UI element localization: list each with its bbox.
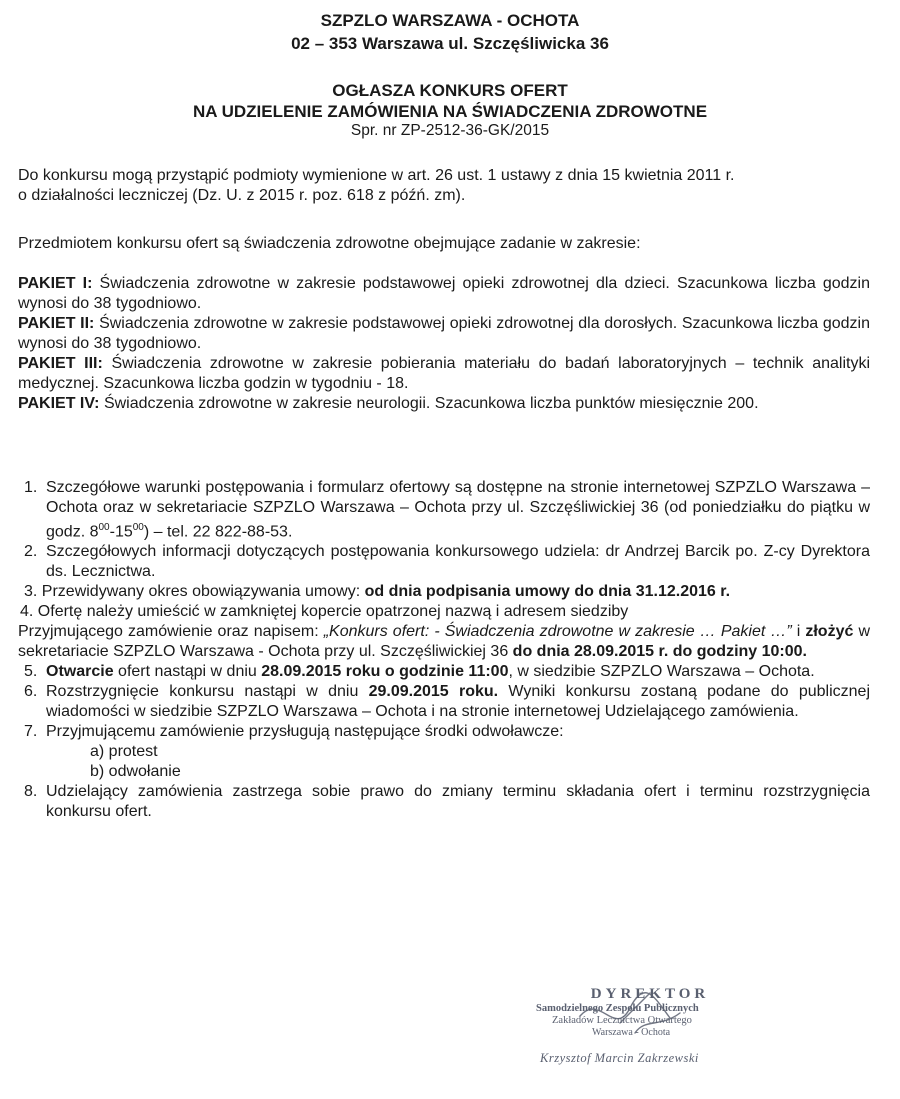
list-item-1-number: 1. (24, 479, 38, 496)
conditions-list (18, 478, 870, 822)
org-address: 02 – 353 Warszawa ul. Szczęśliwicka 36 (291, 34, 609, 53)
list-item-6-number: 6. (24, 683, 38, 701)
opening-date: 28.09.2015 roku o godzinie 11:00 (261, 663, 509, 681)
packages-section (18, 274, 870, 414)
intro-line2: o działalności leczniczej (Dz. U. z 2015 r. poz. 618 z późń. zm). (18, 187, 466, 204)
time-dash: -15 (109, 523, 133, 541)
list-item-3-text: Przewidywany okres obowiązywania umowy: (41, 583, 365, 601)
stamp-title: DYREKTOR (590, 986, 710, 1002)
appeal-option-a: a) protest (90, 743, 158, 761)
submission-deadline: do dnia 28.09.2015 r. do godziny 10:00. (512, 643, 807, 661)
list-item-2-text: Szczegółowych informacji dotyczących postępowania konkursowego udziela: dr Andrzej Barcik po. Z-cy Dyrektora ds. Lecznictwa. (46, 543, 870, 581)
time-superscript-end: 00 (132, 522, 144, 533)
stamp-line3: Warszawa - Ochota (592, 1027, 671, 1038)
list-item-1-text-end: ) – tel. 22 822-88-53. (143, 523, 293, 541)
package-3-label: PAKIET III: (18, 355, 103, 372)
resolution-date: 29.09.2015 roku. (368, 683, 499, 701)
org-name: SZPZLO WARSZAWA - OCHOTA (320, 11, 580, 30)
package-1-label: PAKIET I: (18, 275, 93, 292)
list-item-5 (18, 662, 870, 682)
list-item-5-number: 5. (24, 663, 38, 681)
list-item-1 (18, 478, 870, 542)
intro-paragraph (18, 166, 870, 206)
list-item-8-text: Udzielający zamówienia zastrzega sobie prawo do zmiany terminu składania ofert i terminu rozstrzygnięcia konkursu ofert. (46, 783, 870, 821)
announcement-title-line1: OGŁASZA KONKURS OFERT (332, 81, 568, 100)
package-4-text: Świadczenia zdrowotne w zakresie neurologii. Szacunkowa liczba punktów miesięcznie 200. (99, 395, 759, 412)
list-item-4-line1: Ofertę należy umieścić w zamkniętej kopercie opatrzonej nazwą i adresem siedziby (37, 603, 629, 621)
list-item-4-number: 4. (20, 603, 34, 621)
list-item-2-number: 2. (24, 543, 38, 561)
list-item-4-line2: Przyjmującego zamówienie oraz napisem: (18, 623, 324, 641)
announcement-title-line2: NA UDZIELENIE ZAMÓWIENIA NA ŚWIADCZENIA ZDROWOTNE (192, 102, 708, 121)
stamp-line1: Samodzielnego Zespołu Publicznych (536, 1003, 699, 1014)
time-superscript-start: 00 (98, 522, 110, 533)
list-item-2 (18, 542, 870, 582)
package-2-label: PAKIET II: (18, 315, 95, 332)
package-1 (18, 274, 870, 314)
list-item-7 (18, 722, 870, 782)
list-item-6 (18, 682, 870, 722)
list-item-3 (18, 582, 870, 602)
contract-period: od dnia podpisania umowy do dnia 31.12.2016 r. (364, 583, 731, 601)
list-item-6-text1: Rozstrzygnięcie konkursu nastąpi w dniu (46, 683, 369, 701)
list-item-5-text1: ofert nastąpi w dniu (113, 663, 262, 681)
package-3 (18, 354, 870, 394)
director-name: Krzysztof Marcin Zakrzewski (540, 1051, 699, 1065)
package-3-text: Świadczenia zdrowotne w zakresie pobierania materiału do badań laboratoryjnych – technik analityki medycznej. Szacunkowa liczba godzin w tygodniu - 18. (18, 355, 871, 392)
list-item-5-text2: , w siedzibie SZPZLO Warszawa – Ochota. (508, 663, 815, 681)
subject-line: Przedmiotem konkursu ofert są świadczenia zdrowotne obejmujące zadanie w zakresie: (18, 235, 641, 252)
list-item-4-line3b: w sekretariacie SZPZLO Warszawa - Ochota przy ul. Szczęśliwickiej 36 (18, 623, 870, 661)
envelope-label: „Konkurs ofert: - Świadczenia zdrowotne w zakresie … Pakiet …” (323, 623, 792, 641)
submit-word: złożyć (805, 623, 854, 641)
package-1-text: Świadczenia zdrowotne w zakresie podstawowej opieki zdrowotnej dla dzieci. Szacunkowa liczba godzin wynosi do 38 tygodniowo. (18, 275, 871, 312)
list-item-7-number: 7. (24, 723, 38, 741)
stamp-line2: Zakładów Lecznictwa Otwartego (552, 1015, 692, 1026)
package-2 (18, 314, 870, 354)
list-item-3-number: 3. (24, 583, 38, 601)
list-item-4-line3a: i (791, 623, 806, 641)
handwritten-signature-icon (560, 988, 690, 1048)
intro-line1: Do konkursu mogą przystąpić podmioty wymienione w art. 26 ust. 1 ustawy z dnia 15 kwietnia 2011 r. (18, 167, 735, 184)
list-item-8 (18, 782, 870, 822)
list-item-1-text: Szczegółowe warunki postępowania i formularz ofertowy są dostępne na stronie internetowej SZPZLO Warszawa – Ochota oraz w sekretariacie SZPZLO Warszawa – Ochota przy ul. Szczęśliwickiej 36 (od poniedziałku do piątku w godz. 8 (46, 479, 870, 541)
opening-word: Otwarcie (46, 663, 114, 681)
list-item-4 (18, 602, 870, 662)
appeal-option-b: b) odwołanie (90, 763, 181, 781)
list-item-7-text: Przyjmującemu zamówienie przysługują następujące środki odwoławcze: (46, 723, 564, 741)
package-4-label: PAKIET IV: (18, 395, 100, 412)
package-4 (18, 394, 870, 414)
package-2-text: Świadczenia zdrowotne w zakresie podstawowej opieki zdrowotnej dla dorosłych. Szacunkowa liczba godzin wynosi do 38 tygodniowo. (18, 315, 870, 352)
list-item-6-text2: Wyniki konkursu zostaną podane do publicznej wiadomości w siedzibie SZPZLO Warszawa – Ochota i na stronie internetowej Udzielającego zamówienia. (46, 683, 871, 721)
reference-number: Spr. nr ZP-2512-36-GK/2015 (350, 122, 550, 139)
list-item-8-number: 8. (24, 783, 38, 801)
